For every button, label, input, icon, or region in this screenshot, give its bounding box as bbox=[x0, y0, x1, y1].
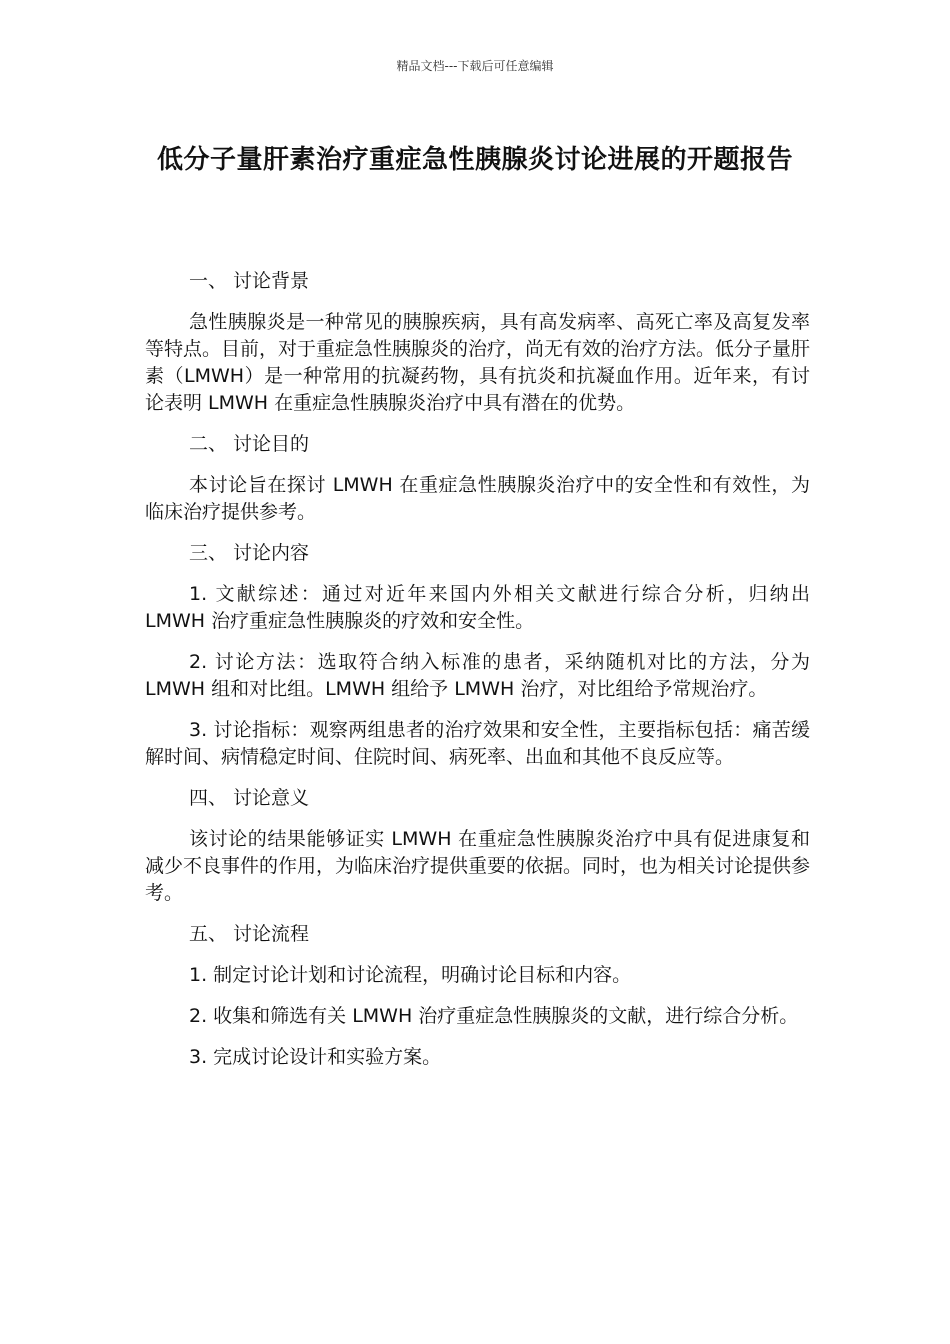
page-header-note: 精品文档---下载后可任意编辑 bbox=[396, 59, 554, 73]
paragraph-process-step-3: 3. 完成讨论设计和实验方案。 bbox=[189, 1046, 442, 1068]
paragraph-background: 急性胰腺炎是一种常见的胰腺疾病，具有高发病率、高死亡率及高复发率等特点。目前，对于重症急性胰腺炎的治疗，尚无有效的治疗方法。低分子量肝素（LMWH）是一种常用的抗凝药物，具有抗炎和抗凝血作用。近年来，有讨论表明 LMWH 在重症急性胰腺炎治疗中具有潜在的优势。 bbox=[145, 311, 811, 414]
section-heading-process: 五、 讨论流程 bbox=[189, 923, 310, 945]
paragraph-significance: 该讨论的结果能够证实 LMWH 在重症急性胰腺炎治疗中具有促进康复和减少不良事件的作用，为临床治疗提供重要的依据。同时，也为相关讨论提供参考。 bbox=[145, 828, 811, 904]
paragraph-process-step-2: 2. 收集和筛选有关 LMWH 治疗重症急性胰腺炎的文献，进行综合分析。 bbox=[189, 1005, 799, 1027]
section-heading-background: 一、 讨论背景 bbox=[189, 270, 310, 292]
paragraph-process-step-1: 1. 制定讨论计划和讨论流程，明确讨论目标和内容。 bbox=[189, 964, 632, 986]
paragraph-purpose: 本讨论旨在探讨 LMWH 在重症急性胰腺炎治疗中的安全性和有效性，为临床治疗提供参考。 bbox=[145, 474, 810, 523]
paragraph-literature-review: 1. 文献综述：通过对近年来国内外相关文献进行综合分析，归纳出 LMWH 治疗重症急性胰腺炎的疗效和安全性。 bbox=[145, 583, 810, 632]
paragraph-method: 2. 讨论方法：选取符合纳入标准的患者，采纳随机对比的方法，分为 LMWH 组和对比组。LMWH 组给予 LMWH 治疗，对比组给予常规治疗。 bbox=[145, 651, 810, 700]
document-title: 低分子量肝素治疗重症急性胰腺炎讨论进展的开题报告 bbox=[156, 145, 793, 175]
section-heading-purpose: 二、 讨论目的 bbox=[189, 433, 310, 455]
section-heading-significance: 四、 讨论意义 bbox=[189, 787, 310, 809]
paragraph-indicators: 3. 讨论指标：观察两组患者的治疗效果和安全性，主要指标包括：痛苦缓解时间、病情稳定时间、住院时间、病死率、出血和其他不良反应等。 bbox=[145, 719, 810, 768]
section-heading-content: 三、 讨论内容 bbox=[189, 542, 310, 564]
document-body bbox=[145, 268, 810, 1085]
